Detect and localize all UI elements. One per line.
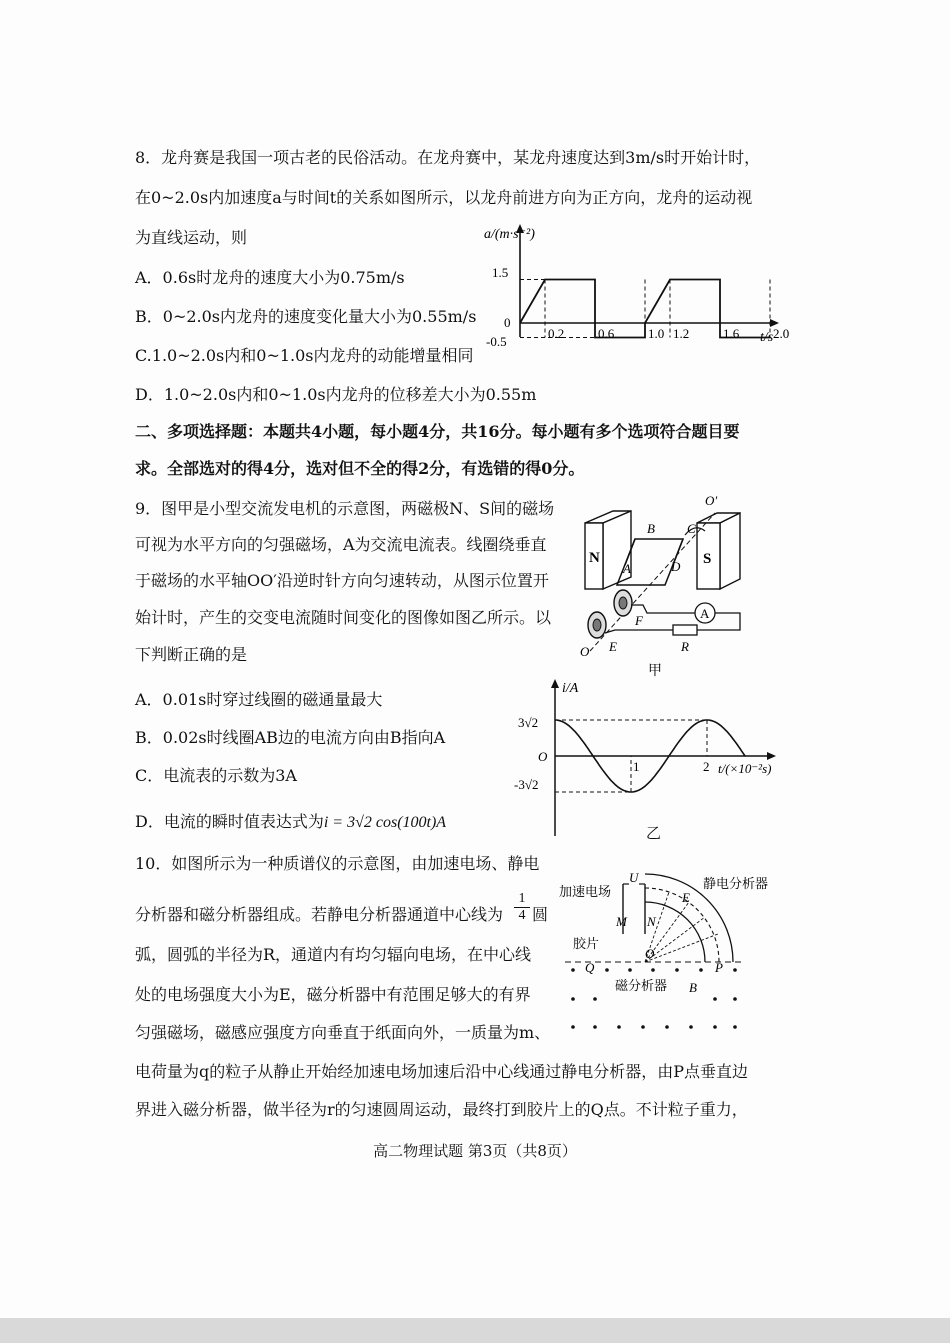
label-o: O [645,946,655,961]
ymax-label: 3√2 [518,715,539,730]
label-b: B [647,521,655,536]
generator-diagram [565,493,750,678]
label-s: S [703,551,712,567]
q8-option-c: C.1.0~2.0s内和0~1.0s内龙舟的动能增量相同 [135,346,474,365]
label-b: B [689,980,697,995]
xtick-2-0: 2.0 [773,326,790,341]
msa-label: 磁分析器 [615,978,668,993]
q10-line-2 [135,904,503,926]
q10-line-5: 匀强磁场，磁感应强度方向垂直于纸面向外，一质量为m、 [135,1023,551,1042]
q10-line-6: 电荷量为q的粒子从静止开始经加速电场加速后沿中心线通过静电分析器，由P点垂直边 [135,1062,749,1081]
section2-line-1: 二、多项选择题：本题共4小题，每小题4分，共16分。每小题有多个选项符合题目要 [135,422,740,441]
xtick-1-6: 1.6 [723,326,740,341]
label-p: P [715,960,723,975]
label-u: U [629,870,639,885]
t-tick-1: 1 [633,759,640,774]
label-o: O [580,644,590,659]
label-o-prime: O′ [705,493,718,508]
q9-option-d-formula: i = 3√2 cos(100t)A [323,814,447,831]
q10-line-7: 界进入磁分析器，做半径为r的匀速圆周运动，最终打到胶片上的Q点。不计粒子重力， [135,1100,748,1119]
slip-ring-2-inner [593,619,601,631]
q10-line-2b: 圆 [532,905,549,924]
page-footer: 高二物理试题 第3页（共8页） [373,1142,577,1160]
q10-line-4: 处的电场强度大小为E，磁分析器中有范围足够大的有界 [135,985,531,1004]
label-f: F [635,613,643,628]
label-n: N [647,914,656,929]
accel-field-label: 加速电场 [559,884,612,899]
q8-option-d: D．1.0~2.0s内和0~1.0s内龙舟的位移差大小为0.55m [135,385,537,404]
label-c: C [687,521,696,536]
ytick-0: 0 [504,315,511,330]
circuit-wire-bottom [605,630,673,633]
ytick-1-5: 1.5 [492,265,509,280]
label-q: Q [585,960,595,975]
label-e: E [682,890,690,905]
resistor [673,625,697,635]
label-n: N [589,550,600,566]
q8-option-b: B．0~2.0s内龙舟的速度变化量大小为0.55m/s [135,307,477,326]
scan-edge [0,1318,950,1343]
label-r: R [681,639,689,654]
label-m: M [616,914,627,929]
q10-line-2a: 分析器和磁分析器组成。若静电分析器通道中心线为 [135,905,504,924]
esa-label: 静电分析器 [703,876,769,891]
current-time-graph [510,676,795,846]
q9-line-2: 可视为水平方向的匀强磁场，A为交流电流表。线圈绕垂直 [135,535,547,554]
ymin-label: -3√2 [514,777,539,792]
y-axis-arrow [551,679,559,688]
quarter-fraction [514,891,530,924]
t-tick-2: 2 [703,759,710,774]
circuit-wire-top [631,605,695,613]
xtick-0-2: 0.2 [548,326,565,341]
fraction-denominator: 4 [514,907,530,924]
ammeter-label: A [700,606,710,621]
q9-line-5: 下判断正确的是 [135,645,248,664]
section2-line-2: 求。全部选对的得4分，选对但不全的得2分，有选错的得0分。 [135,459,585,478]
label-e: E [609,639,617,654]
mass-spectrometer-diagram [555,862,785,1042]
q8-line-3: 为直线运动，则 [135,228,248,247]
xtick-1-2: 1.2 [673,326,690,341]
q9-option-b: B．0.02s时线圈AB边的电流方向由B指向A [135,728,446,747]
xtick-0-6: 0.6 [598,326,615,341]
caption-yi: 乙 [646,824,662,842]
q9-line-3: 于磁场的水平轴OO′沿逆时针方向匀速转动，从图示位置开 [135,571,549,590]
t-axis-arrow [767,752,776,760]
q10-line-1: 10．如图所示为一种质谱仪的示意图，由加速电场、静电 [135,854,540,873]
caption-jia: 甲 [648,664,662,678]
xtick-1-0: 1.0 [648,326,665,341]
q9-line-1: 9．图甲是小型交流发电机的示意图，两磁极N、S间的磁场 [135,499,555,518]
label-a: A [623,561,631,576]
ytick-neg-0-5: -0.5 [486,334,507,349]
q10-line-3: 弧，圆弧的半径为R，通道内有均匀辐向电场，在中心线 [135,945,532,964]
y-axis-label: i/A [562,681,579,696]
film-label: 胶片 [573,936,600,951]
label-d: D [671,559,681,574]
t-axis-label: t/(×10⁻²s) [718,761,772,776]
origin-label: O [538,749,548,764]
x-tick-labels [548,326,789,341]
q9-option-c: C．电流表的示数为3A [135,766,297,785]
q8-option-a: A．0.6s时龙舟的速度大小为0.75m/s [135,268,405,287]
q9-option-a: A．0.01s时穿过线圈的磁通量最大 [135,690,383,709]
q9-line-4: 始计时，产生的交变电流随时间变化的图像如图乙所示。以 [135,608,552,627]
q9-option-d [135,811,446,834]
q8-line-1: 8．龙舟赛是我国一项古老的民俗活动。在龙舟赛中，某龙舟速度达到3m/s时开始计时， [135,148,761,167]
slip-ring-1-inner [619,597,627,609]
q8-acceleration-chart [470,222,790,357]
s-magnet-side [720,513,740,589]
x-axis-label: t/s [760,330,774,345]
fraction-numerator: 1 [518,891,526,906]
q9-option-d-text: D．电流的瞬时值表达式为 [135,812,324,831]
q8-line-2: 在0~2.0s内加速度a与时间t的关系如图所示，以龙舟前进方向为正方向，龙舟的运动视 [135,188,753,207]
n-magnet-side [603,511,631,589]
y-axis-label: a/(m·s⁻²) [484,227,535,242]
